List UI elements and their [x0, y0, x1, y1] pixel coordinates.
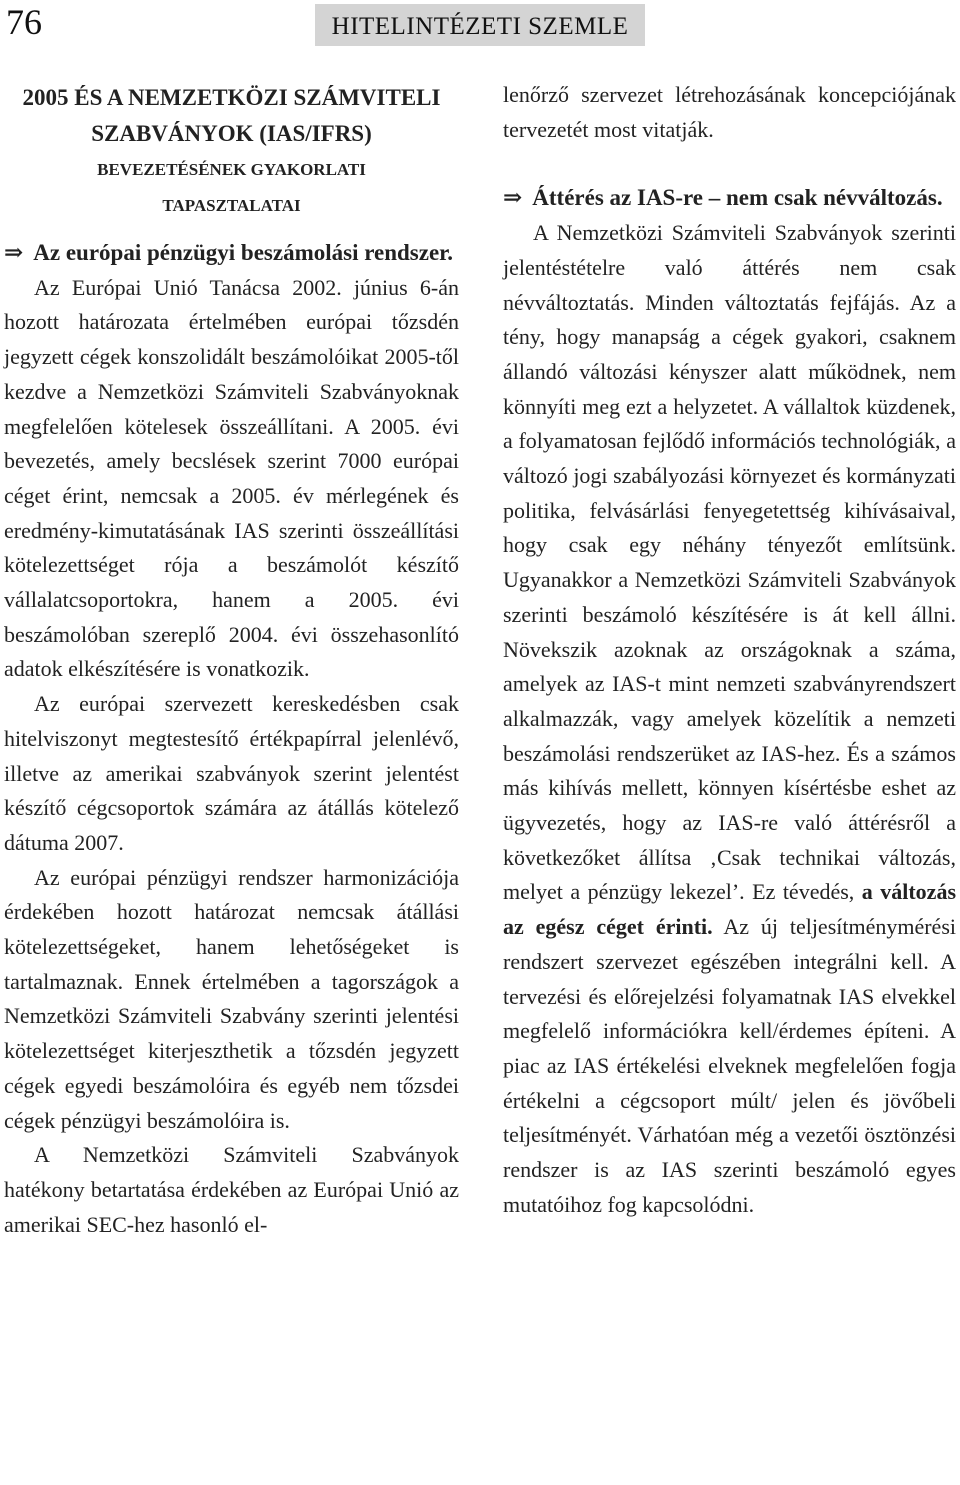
section-heading-1 — [4, 236, 459, 271]
paragraph — [503, 216, 956, 1222]
section-heading-1-text: Az európai pénzügyi beszámolási rendszer. — [33, 240, 454, 265]
journal-header: HITELINTÉZETI SZEMLE — [315, 4, 645, 46]
paragraph: Az európai szervezett kereskedésben csak hitelviszonyt megtestesítő értékpapírral jelenlévő, illetve az amerikai szabványok szerint jelentést készítő cégcsoportok számára az átállás kötelező dátuma 2007. — [4, 691, 459, 855]
section-heading-2-text: Áttérés az IAS-re – nem csak névváltozás. — [532, 185, 943, 211]
article-title — [4, 80, 459, 224]
right-column — [503, 78, 956, 1223]
arrow-icon: ⇒ — [4, 240, 24, 265]
paragraph: Az Európai Unió Tanácsa 2002. június 6-án hozott határozata értelmében európai tőzsdén jegyzett cégek konszolidált beszámolóikat 2005-től kezdve a Nemzetközi Számviteli Szabványoknak megfelelően kötelesek összeállítani. A 2005. évi bevezetés, amely becslések szerint 7000 európai céget érint, nemcsak a 2005. év mérlegének és eredmény-kimutatásának IAS szerinti összeállítási kötelezettséget rója a beszámolót készítő vállalatcsoportokra, hanem a 2005. évi beszámolóban szereplő 2004. évi összehasonlító adatok elkészítésére is vonatkozik. — [4, 274, 459, 682]
paragraph-continued: lenőrző szervezet létrehozásának koncepciójának tervezetét most vitatják. — [503, 82, 956, 142]
title-line-4: TAPASZTALATAI — [162, 196, 301, 215]
paragraph: A Nemzetközi Számviteli Szabványok hatékony betartatása érdekében az Európai Unió az amerikai SEC-hez hasonló el- — [4, 1142, 459, 1237]
section-heading-2 — [503, 181, 956, 216]
page-number: 76 — [6, 2, 42, 42]
title-line-1: 2005 ÉS A NEMZETKÖZI SZÁMVITELI — [22, 85, 441, 110]
title-line-3: BEVEZETÉSÉNEK GYAKORLATI — [97, 160, 366, 179]
paragraph-text: A Nemzetközi Számviteli Szabványok szerinti jelentéstételre való áttérés nem csak névváltoztatás. Minden változtatás fejfájás. Az a tény, hogy manapság a cégek gyakori, csaknem állandó változási kényszer alatt működnek, nem könnyíti meg ezt a helyzetet. A vállaltok küzdenek, a folyamatosan fejlődő információs technológiák, a változó jogi szabályozási környezet és kormányzati politika, felvásárlási fenyegetettség kihívásaival, hogy csak egy néhány tényezőt említsünk. Ugyanakkor a Nemzetközi Számviteli Szabványok szerinti beszámoló készítésére is át kell állni. Növekszik azoknak az országoknak a száma, amelyek az IAS-t mint nemzeti szabványrendszert alkalmazzák, vagy amelyek közelítik a nemzeti beszámolási rendszerüket az IAS-hez. És a számos más kihívás mellett, könnyen kísértésbe eshet az ügyvezetés, hogy az IAS-re való áttérésről a következőket állítsa ‚Csak technikai változás, melyet a pénzügy lekezel’. Ez tévedés, — [503, 220, 956, 905]
paragraph: Az európai pénzügyi rendszer harmonizációja érdekében hozott határozat nemcsak átállási kötelezettségeket, hanem lehetőségeket is tartalmaznak. Ennek értelmében a tagországok a Nemzetközi Számviteli Szabvány szerinti jelentési kötelezettséget kiterjeszthetik a tőzsdén jegyzett cégek egyedi beszámolóira és egyéb nem tőzsdei cégek pénzügyi beszámolóira is. — [4, 864, 459, 1133]
paragraph-text: Az új teljesítménymérési rendszert szervezet egészében integrálni kell. A tervezési és előrejelzési folyamatnak IAS elvekkel megfelelő információkra kell/érdemes építeni. A piac az IAS értékelési elveknek megfelelően fogja értékelni a cégcsoport múlt/ jelen és jövőbeli teljesítményét. Várhatóan még a vezetői ösztönzési rendszer is az IAS szerinti beszámoló egyes mutatóihoz fog kapcsolódni. — [503, 914, 956, 1217]
spacer — [503, 147, 956, 181]
left-column — [4, 80, 459, 1242]
emphasis-text: a változás az egész céget érinti. — [503, 879, 956, 940]
arrow-icon: ⇒ — [503, 185, 523, 211]
title-line-2: SZABVÁNYOK (IAS/IFRS) — [91, 121, 372, 146]
